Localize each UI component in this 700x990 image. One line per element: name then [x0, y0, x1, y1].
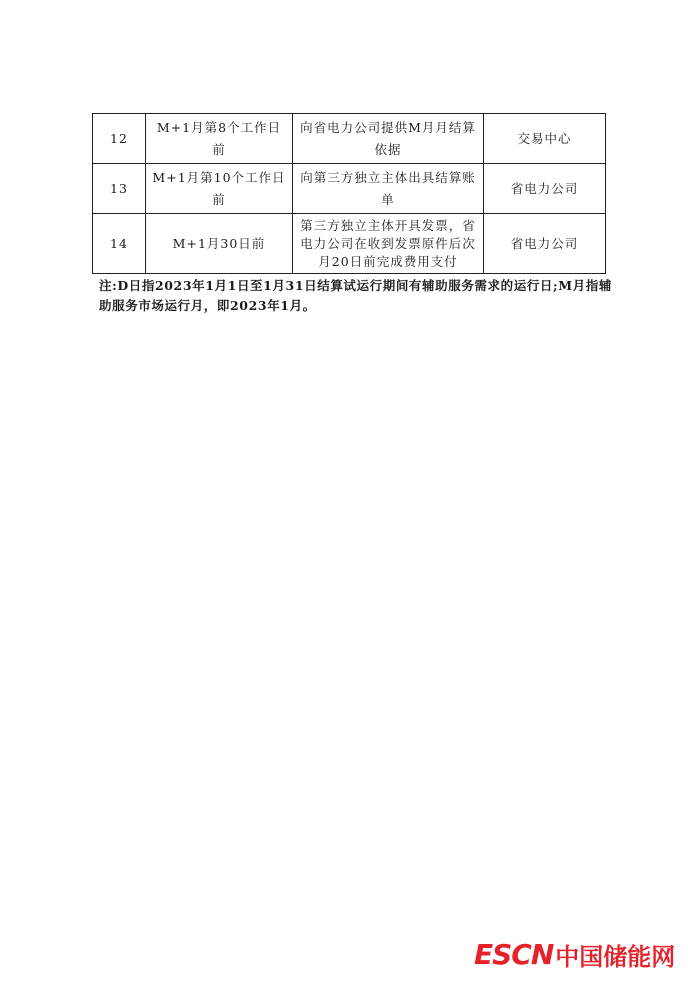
row-number: 12 [93, 114, 146, 164]
logo-latin-text: ESCN [474, 938, 554, 971]
row-number: 13 [93, 164, 146, 214]
deadline-cell: M+1月第10个工作日前 [146, 164, 293, 214]
deadline-cell: M+1月第8个工作日前 [146, 114, 293, 164]
logo-chinese-text: 中国储能网 [555, 943, 676, 971]
responsible-party-cell: 交易中心 [484, 114, 606, 164]
table-row [93, 214, 606, 274]
table-row [93, 114, 606, 164]
deadline-cell: M+1月30日前 [146, 214, 293, 274]
task-cell: 向第三方独立主体出具结算账单 [293, 164, 484, 214]
escn-logo [474, 937, 675, 972]
task-cell: 向省电力公司提供M月月结算依据 [293, 114, 484, 164]
table-row [93, 164, 606, 214]
table-footnote: 注:D日指2023年1月1日至1月31日结算试运行期间有辅助服务需求的运行日;M月指辅助服务市场运行月，即2023年1月。 [99, 278, 612, 313]
task-cell: 第三方独立主体开具发票，省电力公司在收到发票原件后次月20日前完成费用支付 [293, 214, 484, 274]
row-number: 14 [93, 214, 146, 274]
responsible-party-cell: 省电力公司 [484, 164, 606, 214]
responsible-party-cell: 省电力公司 [484, 214, 606, 274]
settlement-schedule-table [92, 113, 606, 274]
